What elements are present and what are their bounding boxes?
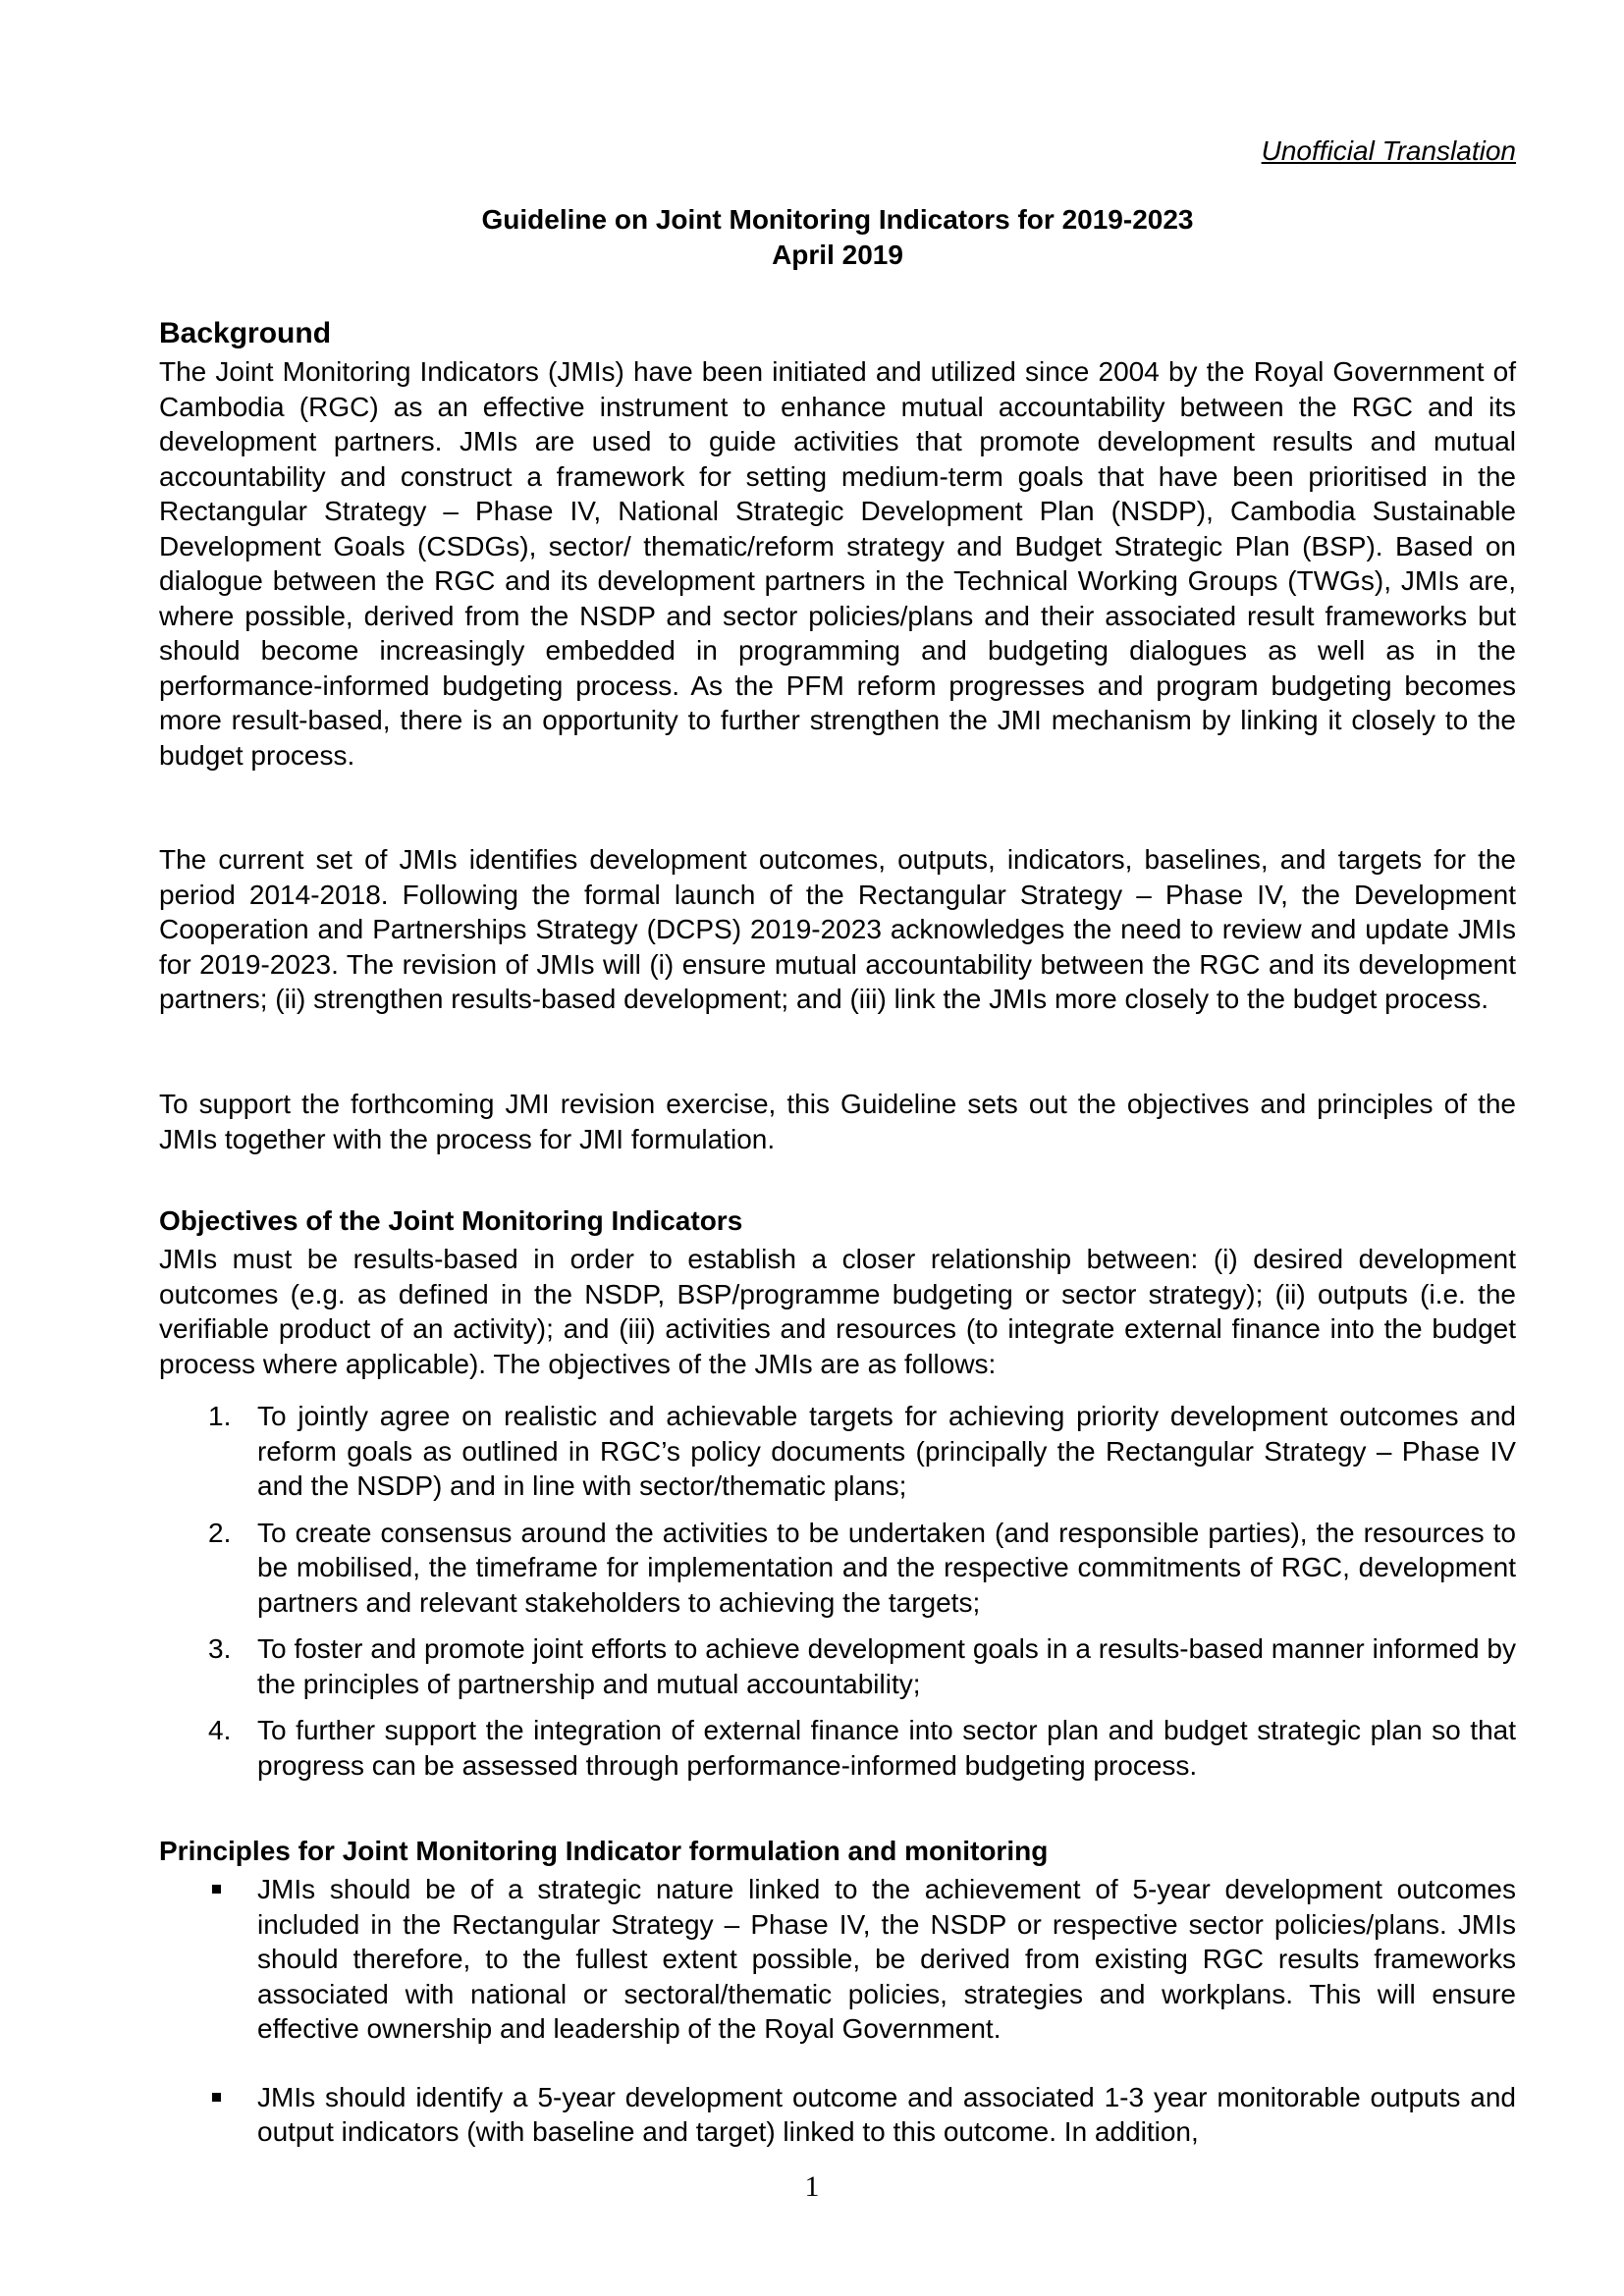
list-item xyxy=(159,1713,1516,1783)
square-bullet-icon xyxy=(212,1885,221,1894)
list-number: 1. xyxy=(208,1401,232,1431)
list-number: 2. xyxy=(208,1517,232,1548)
objectives-list xyxy=(159,1399,1516,1794)
paragraph: JMIs must be results-based in order to establish a closer relationship between: (i) desired development outcomes (e.g. as defined in the NSDP, BSP/programme budgeting or sector strategy); (ii) outputs (i.e. the verifiable product of an activity); and (iii) activities and resources (to integrate external finance into the budget process where applicable). The objectives of the JMIs are as follows: xyxy=(159,1244,1516,1379)
list-item xyxy=(159,2080,1516,2150)
paragraph: To support the forthcoming JMI revision exercise, this Guideline sets out the objectives and principles of the JMIs together with the process for JMI formulation. xyxy=(159,1089,1516,1154)
section-heading-background: Background xyxy=(159,317,332,349)
document-title xyxy=(159,202,1516,273)
list-item-text: To create consensus around the activities to be undertaken (and responsible parties), the resources to be mobilised, the timeframe for implementation and the respective commitments of RGC, development partners and relevant stakeholders to achieving the targets; xyxy=(257,1517,1516,1618)
square-bullet-icon xyxy=(212,2093,221,2102)
list-item xyxy=(159,1631,1516,1701)
title-date: April 2019 xyxy=(772,240,903,270)
page-number: 1 xyxy=(804,2170,820,2203)
list-item-text: To further support the integration of external finance into sector plan and budget strategic plan so that progress can be assessed through performance-informed budgeting process. xyxy=(257,1715,1516,1781)
paragraph: The Joint Monitoring Indicators (JMIs) have been initiated and utilized since 2004 by the Royal Government of Cambodia (RGC) as an effective instrument to enhance mutual accountability between the RGC and its development partners. JMIs are used to guide activities that promote development results and mutual accountability and construct a framework for setting medium-term goals that have been prioritised in the Rectangular Strategy – Phase IV, National Strategic Development Plan (NSDP), Cambodia Sustainable Development Goals (CSDGs), sector/ thematic/reform strategy and Budget Strategic Plan (BSP). Based on dialogue between the RGC and its development partners in the Technical Working Groups (TWGs), JMIs are, where possible, derived from the NSDP and sector policies/plans and their associated result frameworks but should become increasingly embedded in programming and budgeting dialogues as well as in the performance-informed budgeting process. As the PFM reform progresses and program budgeting becomes more result-based, there is an opportunity to further strengthen the JMI mechanism by linking it closely to the budget process. xyxy=(159,356,1516,771)
list-number: 4. xyxy=(208,1715,232,1745)
list-item xyxy=(159,1516,1516,1621)
list-item-text: JMIs should be of a strategic nature linked to the achievement of 5-year development outcomes included in the Rectangular Strategy – Phase IV, the NSDP or respective sector policies/plans. JMIs should therefore, to the fullest extent possible, be derived from existing RGC results frameworks associated with national or sectoral/thematic policies, strategies and workplans. This will ensure effective ownership and leadership of the Royal Government. xyxy=(257,1874,1516,2044)
list-item xyxy=(159,1399,1516,1504)
section-heading-principles: Principles for Joint Monitoring Indicator formulation and monitoring xyxy=(159,1836,1049,1866)
list-item-text: To jointly agree on realistic and achievable targets for achieving priority development outcomes and reform goals as outlined in RGC’s policy documents (principally the Rectangular Strategy – Phase IV and the NSDP) and in line with sector/thematic plans; xyxy=(257,1401,1516,1501)
title-line: Guideline on Joint Monitoring Indicators for 2019-2023 xyxy=(481,204,1194,235)
section-heading-objectives: Objectives of the Joint Monitoring Indicators xyxy=(159,1205,743,1236)
paragraph: The current set of JMIs identifies development outcomes, outputs, indicators, baselines, and targets for the period 2014-2018. Following the formal launch of the Rectangular Strategy – Phase IV, the Development Cooperation and Partnerships Strategy (DCPS) 2019-2023 acknowledges the need to review and update JMIs for 2019-2023. The revision of JMIs will (i) ensure mutual accountability between the RGC and its development partners; (ii) strengthen results-based development; and (iii) link the JMIs more closely to the budget process. xyxy=(159,844,1516,1014)
list-number: 3. xyxy=(208,1633,232,1664)
unofficial-translation-label: Unofficial Translation xyxy=(1261,135,1516,166)
principles-list xyxy=(159,1872,1516,2183)
list-item-text: To foster and promote joint efforts to achieve development goals in a results-based manner informed by the principles of partnership and mutual accountability; xyxy=(257,1633,1516,1699)
list-item xyxy=(159,1872,1516,2047)
list-item-text: JMIs should identify a 5-year development outcome and associated 1-3 year monitorable outputs and output indicators (with baseline and target) linked to this outcome. In addition, xyxy=(257,2081,1516,2147)
